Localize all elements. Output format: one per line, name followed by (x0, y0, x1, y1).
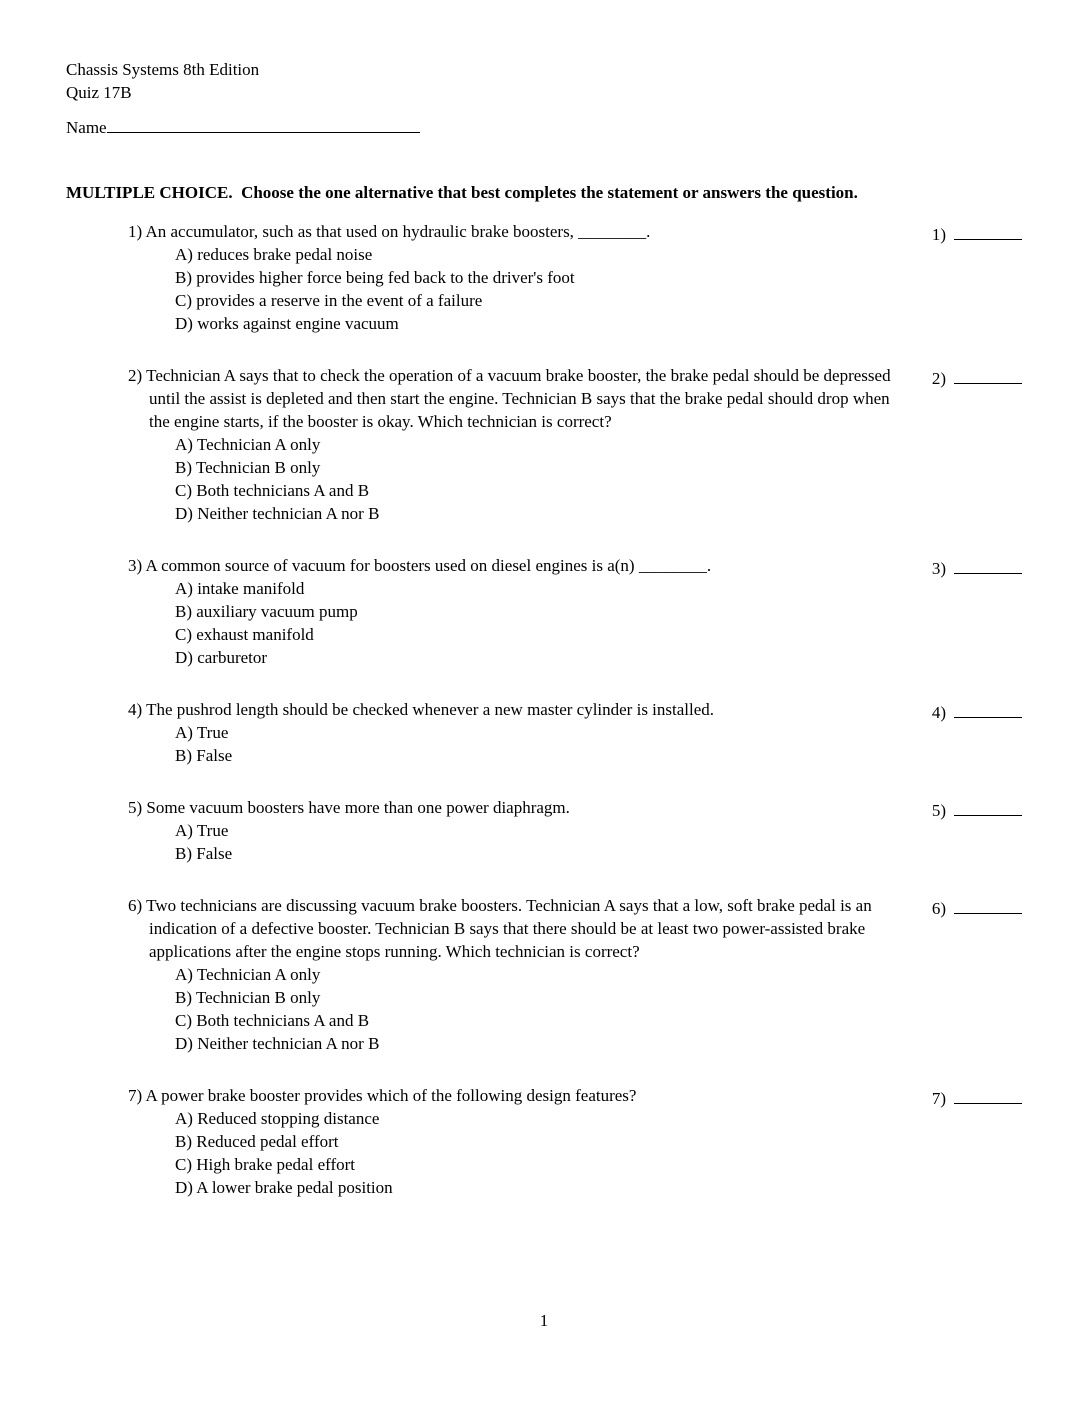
choice-list (175, 721, 910, 767)
answer-area (932, 1084, 1022, 1110)
question-main (128, 220, 910, 335)
answer-number: 2) (931, 369, 946, 388)
question-number: 1) (128, 222, 143, 241)
answer-blank-line (954, 796, 1022, 816)
document-header (66, 58, 1022, 104)
question-main (128, 698, 910, 767)
choice-list (175, 1107, 910, 1199)
answer-number: 6) (931, 899, 946, 918)
choice: A) Technician A only (175, 965, 321, 984)
choice-list (175, 433, 910, 525)
question-block (128, 1084, 1022, 1199)
question-number: 6) (128, 896, 143, 915)
choice: D) A lower brake pedal position (175, 1178, 393, 1197)
answer-area (932, 698, 1022, 724)
question-text: A common source of vacuum for boosters used on diesel engines is a(n) ________. (145, 556, 712, 575)
answer-blank-line (954, 894, 1022, 914)
question-number: 7) (128, 1086, 143, 1105)
choice-list (175, 963, 910, 1055)
document-title: Chassis Systems 8th Edition (66, 60, 260, 79)
choice: D) Neither technician A nor B (175, 504, 380, 523)
instructions-text: MULTIPLE CHOICE. Choose the one alternative that best completes the statement or answers the question. (66, 183, 858, 202)
question-number: 2) (128, 366, 143, 385)
question-main (128, 894, 910, 1055)
choice: C) provides a reserve in the event of a failure (175, 291, 483, 310)
choice: B) auxiliary vacuum pump (175, 602, 358, 621)
name-blank-line (107, 115, 420, 133)
question-block (128, 698, 1022, 767)
answer-blank-line (954, 698, 1022, 718)
answer-area (932, 364, 1022, 390)
answer-area (932, 220, 1022, 246)
answer-blank-line (954, 554, 1022, 574)
question-number: 4) (128, 700, 143, 719)
choice: A) reduces brake pedal noise (175, 245, 373, 264)
question-text-line (128, 894, 910, 963)
question-number: 3) (128, 556, 143, 575)
question-block (128, 220, 1022, 335)
choice: B) False (175, 746, 233, 765)
name-label: Name (66, 118, 107, 137)
choice: A) True (175, 821, 229, 840)
choice: A) intake manifold (175, 579, 305, 598)
choice: C) Both technicians A and B (175, 1011, 370, 1030)
choice: B) Technician B only (175, 458, 321, 477)
answer-area (932, 554, 1022, 580)
answer-blank-line (954, 364, 1022, 384)
question-list (66, 220, 1022, 1199)
question-block (128, 796, 1022, 865)
question-main (128, 554, 910, 669)
choice-list (175, 819, 910, 865)
question-block (128, 894, 1022, 1055)
choice: D) Neither technician A nor B (175, 1034, 380, 1053)
answer-number: 1) (931, 225, 946, 244)
question-text-line (128, 364, 910, 433)
choice: B) provides higher force being fed back to the driver's foot (175, 268, 575, 287)
answer-area (932, 796, 1022, 822)
choice: B) Technician B only (175, 988, 321, 1007)
choice: B) Reduced pedal effort (175, 1132, 339, 1151)
question-block (128, 364, 1022, 525)
question-text-line (128, 1084, 910, 1107)
name-row (66, 115, 1022, 139)
answer-number: 5) (931, 801, 946, 820)
question-main (128, 796, 910, 865)
quiz-number: Quiz 17B (66, 83, 132, 102)
question-text: Some vacuum boosters have more than one power diaphragm. (146, 798, 570, 817)
choice: A) Technician A only (175, 435, 321, 454)
question-number: 5) (128, 798, 143, 817)
choice-list (175, 243, 910, 335)
choice: C) exhaust manifold (175, 625, 314, 644)
question-text: Two technicians are discussing vacuum brake boosters. Technician A says that a low, soft brake pedal is an indication of a defective booster. Technician B says that there should be at least two power-assisted brake applications after the engine stops running. Which technician is correct? (146, 896, 872, 961)
choice: C) High brake pedal effort (175, 1155, 356, 1174)
question-text-line (128, 220, 910, 243)
choice: A) Reduced stopping distance (175, 1109, 380, 1128)
answer-number: 3) (931, 559, 946, 578)
choice: B) False (175, 844, 233, 863)
answer-area (932, 894, 1022, 920)
question-main (128, 364, 910, 525)
question-main (128, 1084, 910, 1199)
choice: C) Both technicians A and B (175, 481, 370, 500)
question-text-line (128, 698, 910, 721)
choice: D) works against engine vacuum (175, 314, 399, 333)
question-text: Technician A says that to check the operation of a vacuum brake booster, the brake pedal should be depressed until the assist is depleted and then start the engine. Technician B says that the brake pedal should drop when the engine starts, if the booster is okay. Which technician is correct? (146, 366, 891, 431)
choice: D) carburetor (175, 648, 268, 667)
question-block (128, 554, 1022, 669)
answer-number: 4) (931, 703, 946, 722)
answer-blank-line (954, 220, 1022, 240)
page-number: 1 (539, 1311, 549, 1330)
question-text: The pushrod length should be checked whenever a new master cylinder is installed. (146, 700, 715, 719)
question-text: An accumulator, such as that used on hydraulic brake boosters, ________. (145, 222, 651, 241)
question-text: A power brake booster provides which of the following design features? (145, 1086, 637, 1105)
answer-number: 7) (931, 1089, 946, 1108)
choice: A) True (175, 723, 229, 742)
question-text-line (128, 796, 910, 819)
choice-list (175, 577, 910, 669)
question-text-line (128, 554, 910, 577)
answer-blank-line (954, 1084, 1022, 1104)
